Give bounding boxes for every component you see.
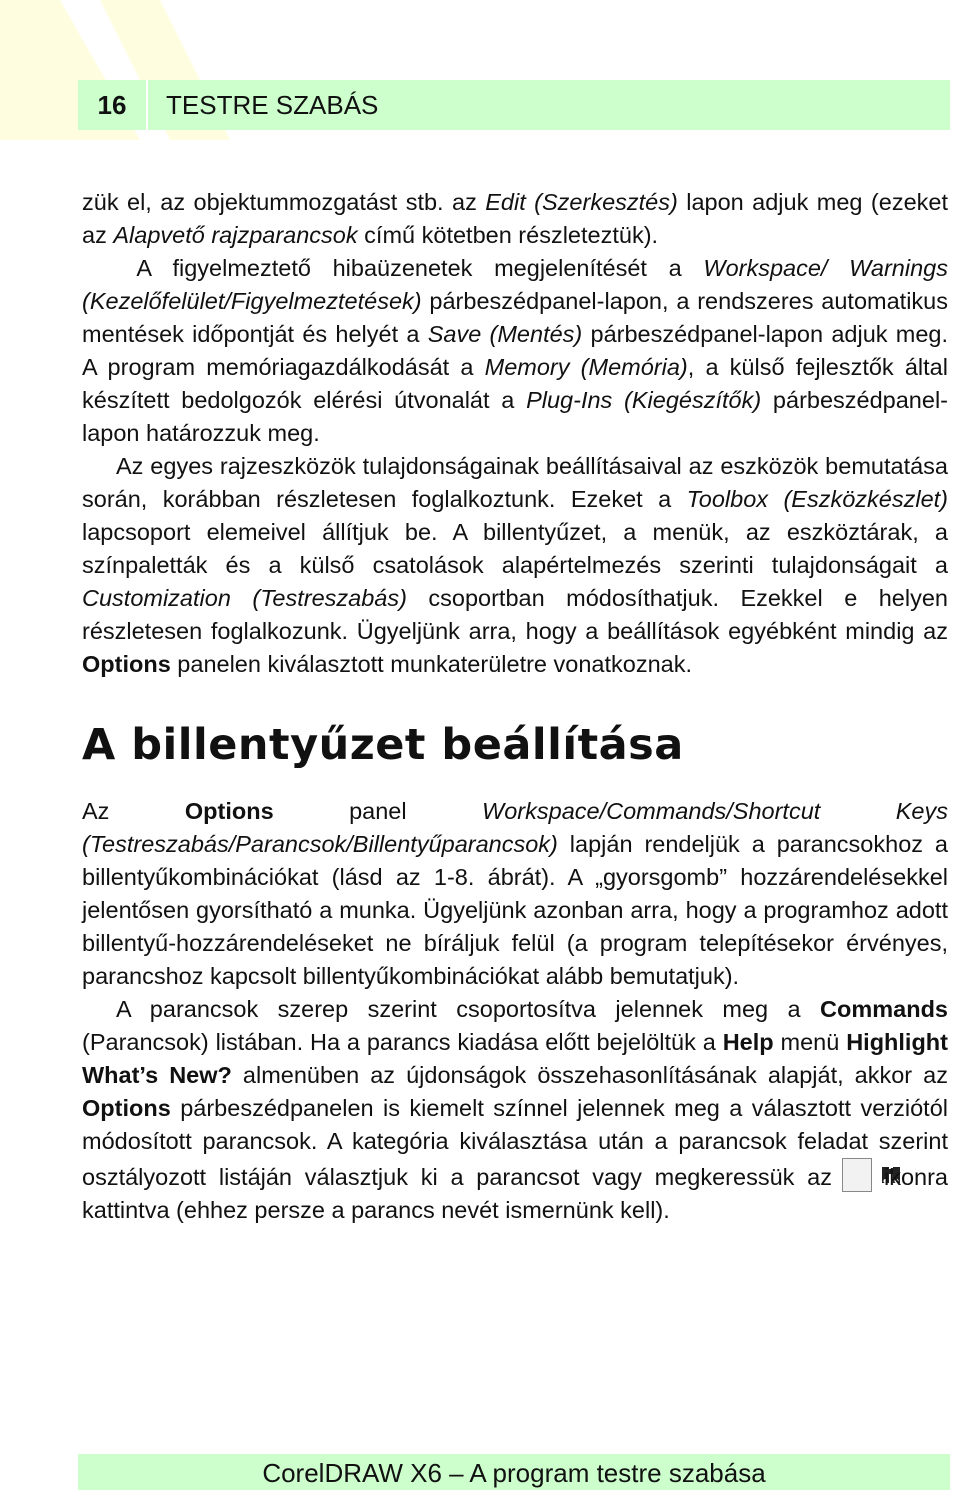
text-run: Help (722, 1029, 774, 1055)
text-run: párbeszédpanelen is kiemelt színnel jelennek meg a választott verziótól módosított parancsok. A kategória kiválasztása után a parancsok feladat szerint osztályozott listáján választjuk ki a parancsot vagy megkeressük az (82, 1095, 948, 1190)
text-run: lapcsoport elemeivel állítjuk be. A billentyűzet, a menük, az eszköztárak, a színpaletták és a külső csatolások alapértelmezés szerinti tulajdonságait a (82, 519, 948, 578)
text-run: Save (Mentés) (427, 321, 583, 347)
text-run: Plug-Ins (Kiegészítők) (526, 387, 762, 413)
text-run: párbeszédpanel-lapon adjuk meg. A program memóriagazdálkodását a (82, 321, 949, 380)
text-run: lapon adjuk meg (ezeket az (82, 189, 948, 248)
text-run: Workspace/Commands/Shortcut Keys (Testreszabás/Parancsok/Billentyűparancsok) (82, 798, 948, 857)
text-run: Az (82, 798, 185, 824)
text-run: párbeszédpanel-lapon határozzuk meg. (82, 387, 948, 446)
text-run: című kötetben részleteztük). (357, 222, 659, 248)
page-footer: CorelDRAW X6 – A program testre szabása (78, 1454, 950, 1490)
text-run: Alapvető rajzparancsok (113, 222, 358, 248)
text-run: párbeszédpanel-lapon, a rendszeres automatikus mentések időpontját és helyét a (82, 288, 948, 347)
text-run: panel (273, 798, 483, 824)
text-run: A figyelmeztető hibaüzenetek megjelenítését a (116, 255, 704, 281)
text-run: (Parancsok) listában. Ha a parancs kiadása előtt bejelöltük a (82, 1029, 723, 1055)
text-run: zük el, az objektummozgatást stb. az (82, 189, 486, 215)
section-heading: A billentyűzet beállítása (82, 720, 684, 770)
text-run: Options (82, 651, 171, 677)
text-run: almenüben az újdonságok összehasonlításának alapját, akkor az (231, 1062, 948, 1088)
page-number: 16 (78, 80, 148, 130)
paragraph-2 (82, 450, 948, 681)
binoculars-icon[interactable] (842, 1158, 872, 1192)
text-run: lapján rendeljük a parancsokhoz a billentyűkombinációkat (lásd az 1-8. ábrát). A „gyorsgomb” hozzárendelésekkel jelentősen gyorsítható a munka. Ügyeljünk azonban arra, hogy a programhoz adott billentyű-hozzárendeléseket ne bíráljuk felül (a program telepítésekor érvényes, parancshoz kapcsolt billentyűkombinációkat alább bemutatjuk). (82, 831, 948, 989)
text-run: Workspace/ Warnings (Kezelőfelület/Figyelmeztetések) (82, 255, 948, 314)
text-run: menü (773, 1029, 847, 1055)
paragraph-4 (82, 993, 948, 1227)
text-run: Memory (Memória) (484, 354, 688, 380)
text-run: Toolbox (Eszközkészlet) (686, 486, 948, 512)
text-run: Edit (Szerkesztés) (485, 189, 678, 215)
text-run: Highlight What’s New? (82, 1029, 948, 1088)
page-body (82, 186, 948, 1227)
text-run: Options (184, 798, 274, 824)
text-run: , a külső fejlesztők által készített bedolgozók elérési útvonalát a (82, 354, 948, 413)
text-run: Commands (820, 996, 948, 1022)
page-header (78, 80, 950, 130)
text-run: csoportban módosíthatjuk. Ezekkel e helyen részletesen foglalkozunk. Ügyeljünk arra, hogy a beállítások egyébként mindig az (82, 585, 948, 644)
text-run: Options (82, 1095, 171, 1121)
text-run: Customization (Testreszabás) (82, 585, 407, 611)
chapter-title: TESTRE SZABÁS (166, 89, 379, 120)
text-run: Az egyes rajzeszközök tulajdonságainak beállításaival az eszközök bemutatása során, korábban részletesen foglalkoztunk. Ezeket a (82, 453, 948, 512)
text-run: A parancsok szerep szerint csoportosítva jelennek meg a (116, 996, 821, 1022)
text-run: panelen kiválasztott munkaterületre vonatkoznak. (170, 651, 692, 677)
paragraph-3 (82, 795, 948, 993)
text-run: ikonra kattintva (ehhez persze a parancs nevét ismernünk kell). (82, 1164, 948, 1223)
paragraph-1 (82, 186, 948, 450)
